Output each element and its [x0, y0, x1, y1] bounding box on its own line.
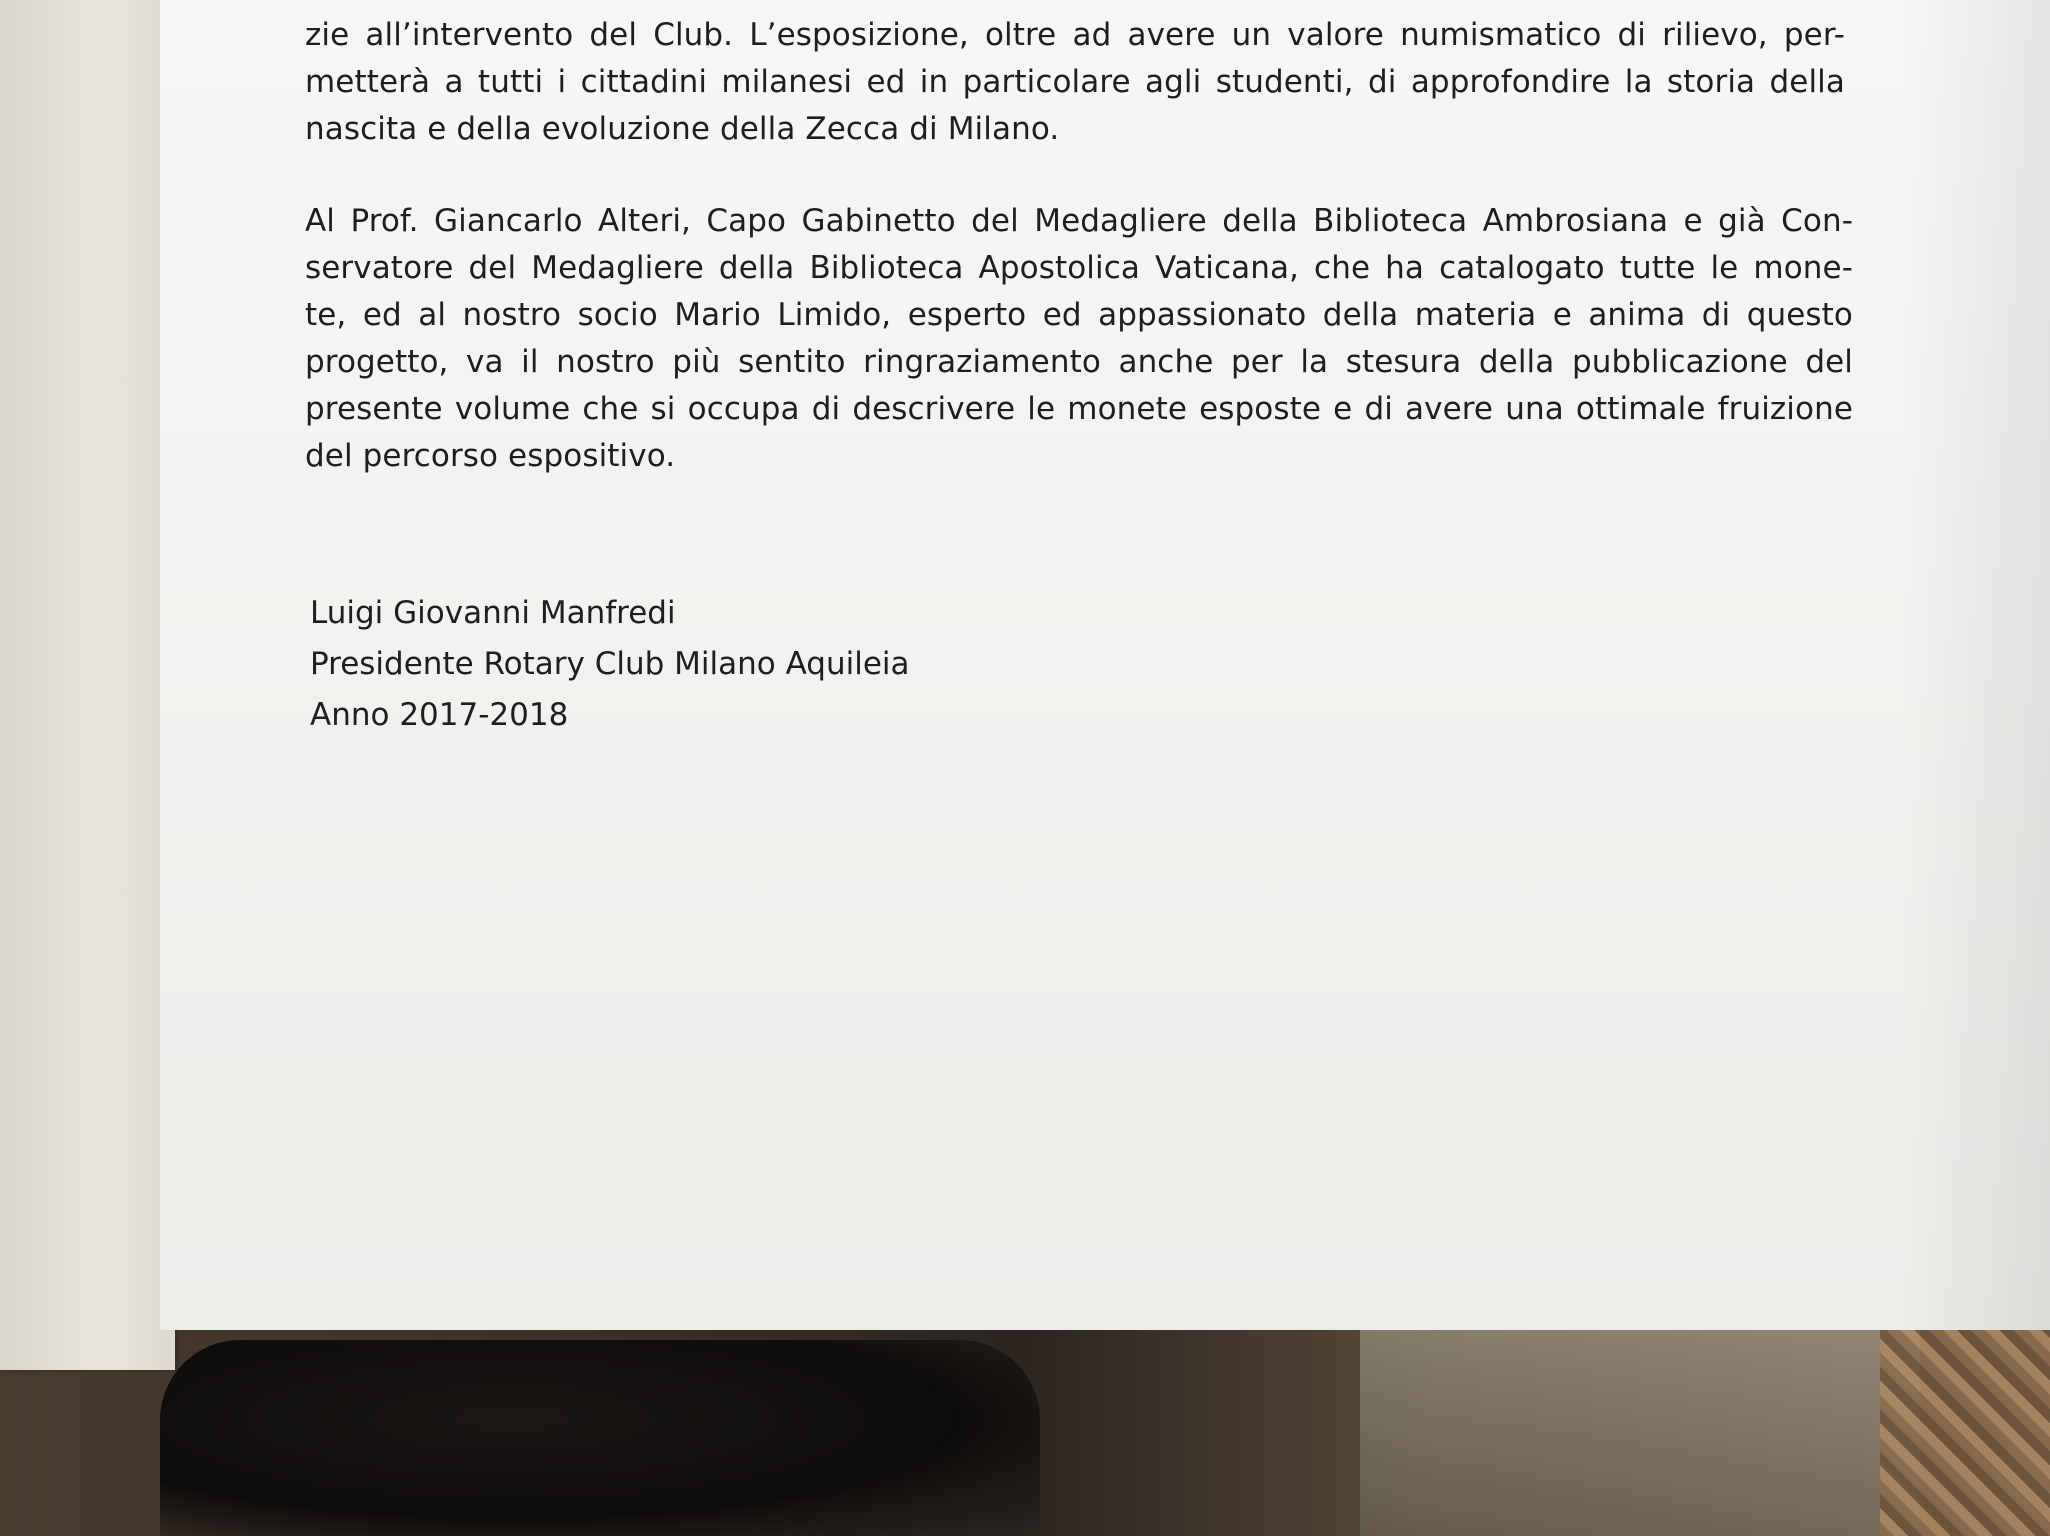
glass-panel: [1360, 1295, 1920, 1536]
signature-role: Presidente Rotary Club Milano Aquileia: [310, 646, 910, 682]
paragraph-line: del percorso espositivo.: [305, 438, 676, 474]
underlying-page: [0, 0, 175, 1370]
paragraph-line: progetto, va il nostro più sentito ringraziamento anche per la stesura della pubblicazione del: [305, 344, 1853, 380]
paragraph-2: [305, 198, 1853, 480]
signature-name: Luigi Giovanni Manfredi: [310, 595, 676, 631]
signature-year: Anno 2017-2018: [310, 697, 569, 733]
page-shadow: [1900, 0, 2050, 1330]
paragraph-line: servatore del Medagliere della Biblioteca Apostolica Vaticana, che ha catalogato tutte le mone-: [305, 250, 1853, 286]
paragraph-1: [305, 12, 1845, 153]
signature-block: [310, 588, 910, 741]
paragraph-line: zie all’intervento del Club. L’esposizione, oltre ad avere un valore numismatico di rilievo, per-: [305, 17, 1845, 53]
paragraph-line: metterà a tutti i cittadini milanesi ed in particolare agli studenti, di approfondire la storia della: [305, 64, 1845, 100]
paragraph-line: Al Prof. Giancarlo Alteri, Capo Gabinetto del Medagliere della Biblioteca Ambrosiana e già Con-: [305, 203, 1853, 239]
dark-object-shadow: [160, 1340, 1040, 1536]
paragraph-line: presente volume che si occupa di descrivere le monete esposte e di avere una ottimale fruizione: [305, 391, 1853, 427]
paragraph-line: nascita e della evoluzione della Zecca di Milano.: [305, 111, 1060, 147]
paragraph-line: te, ed al nostro socio Mario Limido, esperto ed appassionato della materia e anima di questo: [305, 297, 1853, 333]
